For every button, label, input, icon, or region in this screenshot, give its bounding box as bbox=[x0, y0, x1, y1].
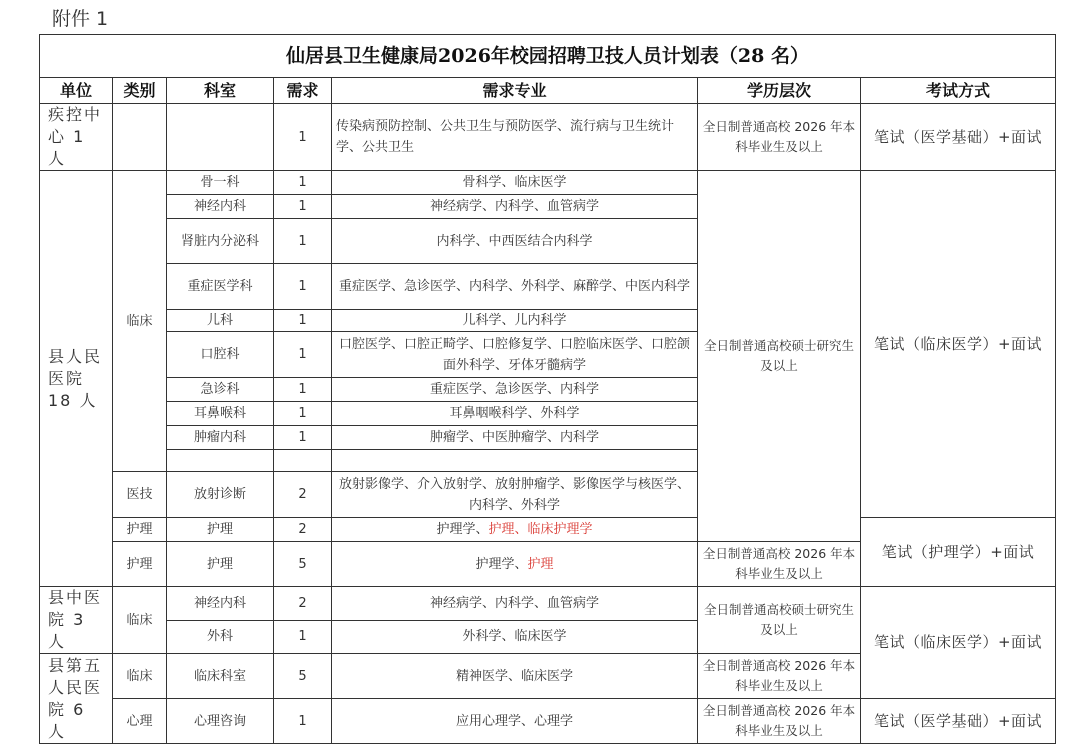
demand-cell: 1 bbox=[274, 699, 332, 744]
major-cell: 传染病预防控制、公共卫生与预防医学、流行病与卫生统计学、公共卫生 bbox=[332, 104, 698, 171]
edu-cell: 全日制普通高校硕士研究生及以上 bbox=[698, 587, 861, 654]
edu-cell: 全日制普通高校 2026 年本科毕业生及以上 bbox=[698, 542, 861, 587]
major-cell: 神经病学、内科学、血管病学 bbox=[332, 587, 698, 621]
major-cell: 肿瘤学、中医肿瘤学、内科学 bbox=[332, 426, 698, 450]
table-row bbox=[40, 171, 1056, 195]
dept-cell: 耳鼻喉科 bbox=[167, 402, 274, 426]
major-cell: 耳鼻咽喉科学、外科学 bbox=[332, 402, 698, 426]
header-category: 类别 bbox=[113, 78, 167, 104]
major-cell: 外科学、临床医学 bbox=[332, 620, 698, 654]
header-exam: 考试方式 bbox=[861, 78, 1056, 104]
demand-cell bbox=[274, 450, 332, 472]
major-highlight: 护理、临床护理学 bbox=[488, 522, 593, 537]
major-cell: 口腔医学、口腔正畸学、口腔修复学、口腔临床医学、口腔颌面外科学、牙体牙髓病学 bbox=[332, 332, 698, 378]
header-edu: 学历层次 bbox=[698, 78, 861, 104]
table-title: 仙居县卫生健康局2026年校园招聘卫技人员计划表（28 名） bbox=[40, 35, 1056, 78]
demand-cell: 1 bbox=[274, 378, 332, 402]
major-cell: 骨科学、临床医学 bbox=[332, 171, 698, 195]
edu-cell: 全日制普通高校 2026 年本科毕业生及以上 bbox=[698, 104, 861, 171]
dept-cell: 心理咨询 bbox=[167, 699, 274, 744]
demand-cell: 1 bbox=[274, 219, 332, 264]
demand-cell: 1 bbox=[274, 195, 332, 219]
major-highlight: 护理 bbox=[527, 556, 554, 572]
category-cell bbox=[113, 104, 167, 171]
exam-cell: 笔试（护理学）+面试 bbox=[861, 518, 1056, 587]
exam-cell: 笔试（医学基础）+面试 bbox=[861, 699, 1056, 744]
dept-cell: 放射诊断 bbox=[167, 472, 274, 518]
attachment-label: 附件 1 bbox=[52, 8, 109, 30]
demand-cell: 2 bbox=[274, 587, 332, 621]
major-cell: 内科学、中西医结合内科学 bbox=[332, 219, 698, 264]
table-row bbox=[40, 699, 1056, 744]
demand-cell: 1 bbox=[274, 620, 332, 654]
major-text: 护理学、 bbox=[475, 556, 528, 572]
exam-cell: 笔试（医学基础）+面试 bbox=[861, 104, 1056, 171]
dept-cell: 神经内科 bbox=[167, 587, 274, 621]
unit-cell: 县第五人民医院 6 人 bbox=[40, 654, 113, 744]
category-cell: 护理 bbox=[113, 542, 167, 587]
major-cell bbox=[332, 542, 698, 587]
exam-cell: 笔试（临床医学）+面试 bbox=[861, 171, 1056, 518]
category-cell: 临床 bbox=[113, 587, 167, 654]
demand-cell: 1 bbox=[274, 310, 332, 332]
demand-cell: 1 bbox=[274, 104, 332, 171]
dept-cell: 重症医学科 bbox=[167, 264, 274, 310]
header-row bbox=[40, 78, 1056, 104]
demand-cell: 2 bbox=[274, 472, 332, 518]
dept-cell: 儿科 bbox=[167, 310, 274, 332]
table-row bbox=[40, 104, 1056, 171]
header-unit: 单位 bbox=[40, 78, 113, 104]
header-dept: 科室 bbox=[167, 78, 274, 104]
demand-cell: 1 bbox=[274, 264, 332, 310]
major-cell: 放射影像学、介入放射学、放射肿瘤学、影像医学与核医学、内科学、外科学 bbox=[332, 472, 698, 518]
major-cell: 重症医学、急诊医学、内科学 bbox=[332, 378, 698, 402]
dept-cell: 外科 bbox=[167, 620, 274, 654]
dept-cell: 神经内科 bbox=[167, 195, 274, 219]
dept-cell: 护理 bbox=[167, 542, 274, 587]
major-cell: 儿科学、儿内科学 bbox=[332, 310, 698, 332]
dept-cell bbox=[167, 104, 274, 171]
recruitment-plan-table bbox=[39, 34, 1056, 744]
header-major: 需求专业 bbox=[332, 78, 698, 104]
major-cell bbox=[332, 450, 698, 472]
major-cell: 重症医学、急诊医学、内科学、外科学、麻醉学、中医内科学 bbox=[332, 264, 698, 310]
unit-cell: 疾控中心 1 人 bbox=[40, 104, 113, 171]
major-cell: 神经病学、内科学、血管病学 bbox=[332, 195, 698, 219]
demand-cell: 1 bbox=[274, 426, 332, 450]
category-cell: 医技 bbox=[113, 472, 167, 518]
demand-cell: 1 bbox=[274, 171, 332, 195]
major-text: 护理学、 bbox=[436, 522, 489, 537]
dept-cell: 临床科室 bbox=[167, 654, 274, 699]
exam-cell: 笔试（临床医学）+面试 bbox=[861, 587, 1056, 699]
unit-cell: 县人民医院 18 人 bbox=[40, 171, 113, 587]
major-cell bbox=[332, 518, 698, 542]
dept-cell: 护理 bbox=[167, 518, 274, 542]
demand-cell: 1 bbox=[274, 332, 332, 378]
category-cell: 护理 bbox=[113, 518, 167, 542]
dept-cell: 肿瘤内科 bbox=[167, 426, 274, 450]
dept-cell bbox=[167, 450, 274, 472]
category-cell: 临床 bbox=[113, 171, 167, 472]
major-cell: 应用心理学、心理学 bbox=[332, 699, 698, 744]
dept-cell: 骨一科 bbox=[167, 171, 274, 195]
category-cell: 心理 bbox=[113, 699, 167, 744]
category-cell: 临床 bbox=[113, 654, 167, 699]
demand-cell: 1 bbox=[274, 402, 332, 426]
major-cell: 精神医学、临床医学 bbox=[332, 654, 698, 699]
unit-cell: 县中医院 3 人 bbox=[40, 587, 113, 654]
edu-cell: 全日制普通高校 2026 年本科毕业生及以上 bbox=[698, 699, 861, 744]
dept-cell: 口腔科 bbox=[167, 332, 274, 378]
table-row bbox=[40, 518, 1056, 542]
dept-cell: 肾脏内分泌科 bbox=[167, 219, 274, 264]
edu-cell: 全日制普通高校 2026 年本科毕业生及以上 bbox=[698, 654, 861, 699]
demand-cell: 5 bbox=[274, 654, 332, 699]
demand-cell: 5 bbox=[274, 542, 332, 587]
edu-cell: 全日制普通高校硕士研究生及以上 bbox=[698, 171, 861, 542]
table-row bbox=[40, 587, 1056, 621]
header-demand: 需求 bbox=[274, 78, 332, 104]
demand-cell: 2 bbox=[274, 518, 332, 542]
dept-cell: 急诊科 bbox=[167, 378, 274, 402]
